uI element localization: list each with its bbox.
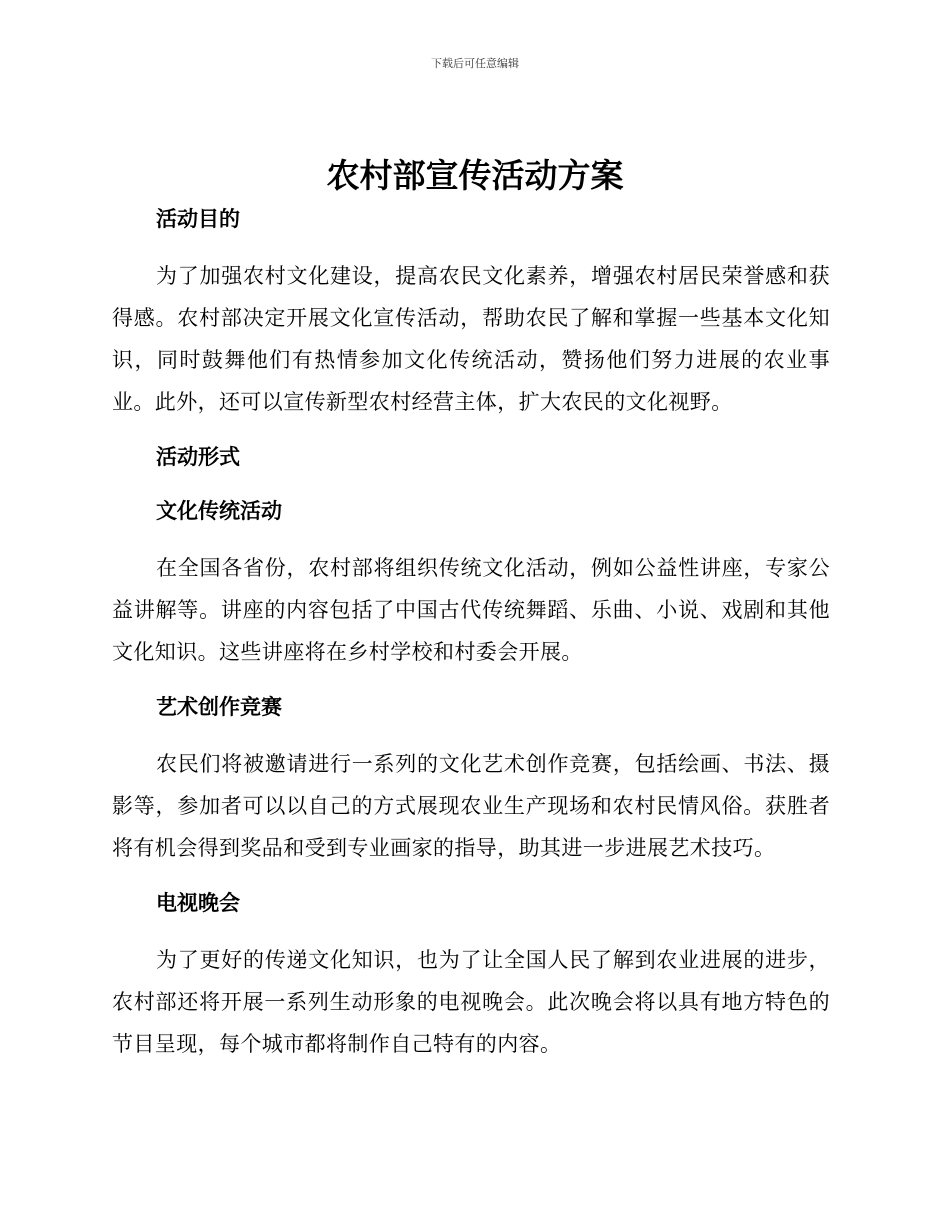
- section-paragraph-purpose: 为了加强农村文化建设，提高农民文化素养，增强农村居民荣誉感和获得感。农村部决定开展文化宣传活动，帮助农民了解和掌握一些基本文化知识，同时鼓舞他们有热情参加文化传统活动，赞扬他们努力进展的农业事业。此外，还可以宣传新型农村经营主体，扩大农民的文化视野。: [112, 264, 830, 414]
- section-heading-traditional-activities: 文化传统活动: [156, 499, 282, 523]
- section-heading-tv-gala: 电视晚会: [156, 891, 240, 915]
- document-body: [112, 203, 830, 1065]
- section-paragraph-traditional-activities: 在全国各省份，农村部将组织传统文化活动，例如公益性讲座，专家公益讲解等。讲座的内容包括了中国古代传统舞蹈、乐曲、小说、戏剧和其他文化知识。这些讲座将在乡村学校和村委会开展。: [112, 556, 830, 664]
- section-heading-purpose: 活动目的: [156, 207, 240, 231]
- section-paragraph-art-competition: 农民们将被邀请进行一系列的文化艺术创作竞赛，包括绘画、书法、摄影等，参加者可以以自己的方式展现农业生产现场和农村民情风俗。获胜者将有机会得到奖品和受到专业画家的指导，助其进一步进展艺术技巧。: [112, 752, 830, 860]
- header-note: 下载后可任意编辑: [431, 57, 519, 70]
- section-paragraph-tv-gala: 为了更好的传递文化知识，也为了让全国人民了解到农业进展的进步，农村部还将开展一系列生动形象的电视晚会。此次晚会将以具有地方特色的节目呈现，每个城市都将制作自己特有的内容。: [112, 948, 830, 1056]
- section-heading-format: 活动形式: [156, 445, 240, 469]
- section-heading-art-competition: 艺术创作竞赛: [156, 695, 282, 719]
- document-title: 农村部宣传活动方案: [326, 156, 624, 195]
